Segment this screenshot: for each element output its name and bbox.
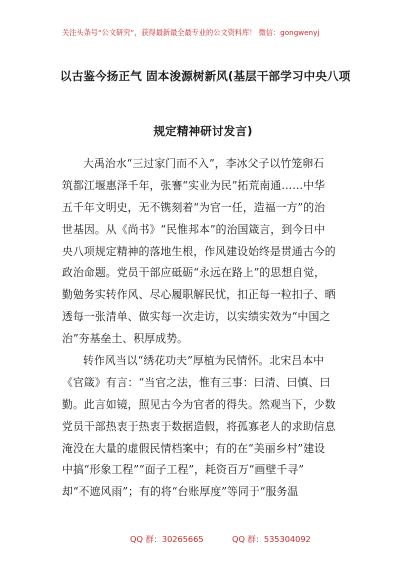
body-line: 却“不遮风雨”；有的将“台账厚度”等同于“服务温 [62,485,299,499]
body-line: 党员干部热衷于热衷于数据造假，将孤寡老人的求助信息 [62,419,336,433]
body-line: 五千年文明史，无不镌刻着“为官一任，造福一方”的治 [62,200,326,214]
document-body [62,153,350,503]
footer-qq-group-2: QQ 群：535304092 [232,534,311,544]
body-line: 大禹治水“三过家门而不入”，李冰父子以竹笼卵石 [83,157,325,170]
body-line: 《官箴》有言：“当官之法，惟有三事：曰清、曰慎、曰 [62,375,331,389]
header-note: 关注头条号“公文研究”，获得最新最全最专业的公文资料库！ 微信：gongwenyj [62,28,320,37]
body-line: 政治命题。党员干部应砥砺“永远在路上”的思想自觉， [62,266,326,280]
body-line: 治”夯基垒土、积厚成势。 [62,332,189,346]
body-line: 世基因。从《尚书》“民惟邦本”的治国箴言，到今日中 [62,222,326,236]
body-line: 央八项规定精神的落地生根，作风建设始终是贯通古今的 [62,244,336,258]
body-line: 透每一张清单、做实每一次走访，以实绩实效为“中国之 [62,310,331,324]
body-line: 淹没在大量的虚假民情档案中；有的在“美丽乡村”建设 [62,441,326,455]
body-line: 筑都江堰惠泽千年，张謇“实业为民”拓荒南通……中华 [62,178,326,192]
footer-qq-group-1: QQ 群：30265665 [130,534,204,544]
body-line: 勤。此言如镜，照见古今为官者的得失。然观当下，少数 [62,397,336,411]
body-line: 勤勉务实转作风、尽心履职解民忧，扣正每一粒扣子、晒 [62,288,336,302]
body-line: 中搞“形象工程”“面子工程”，耗资百万“画壁千寻” [62,463,305,477]
document-title-line1: 以古鉴今扬正气 固本浚源树新风(基层干部学习中央八项 [60,69,351,83]
body-line: 转作风当以“绣花功夫”厚植为民情怀。北宋吕本中 [83,354,325,368]
document-title-line2: 规定精神研讨发言) [153,124,253,138]
